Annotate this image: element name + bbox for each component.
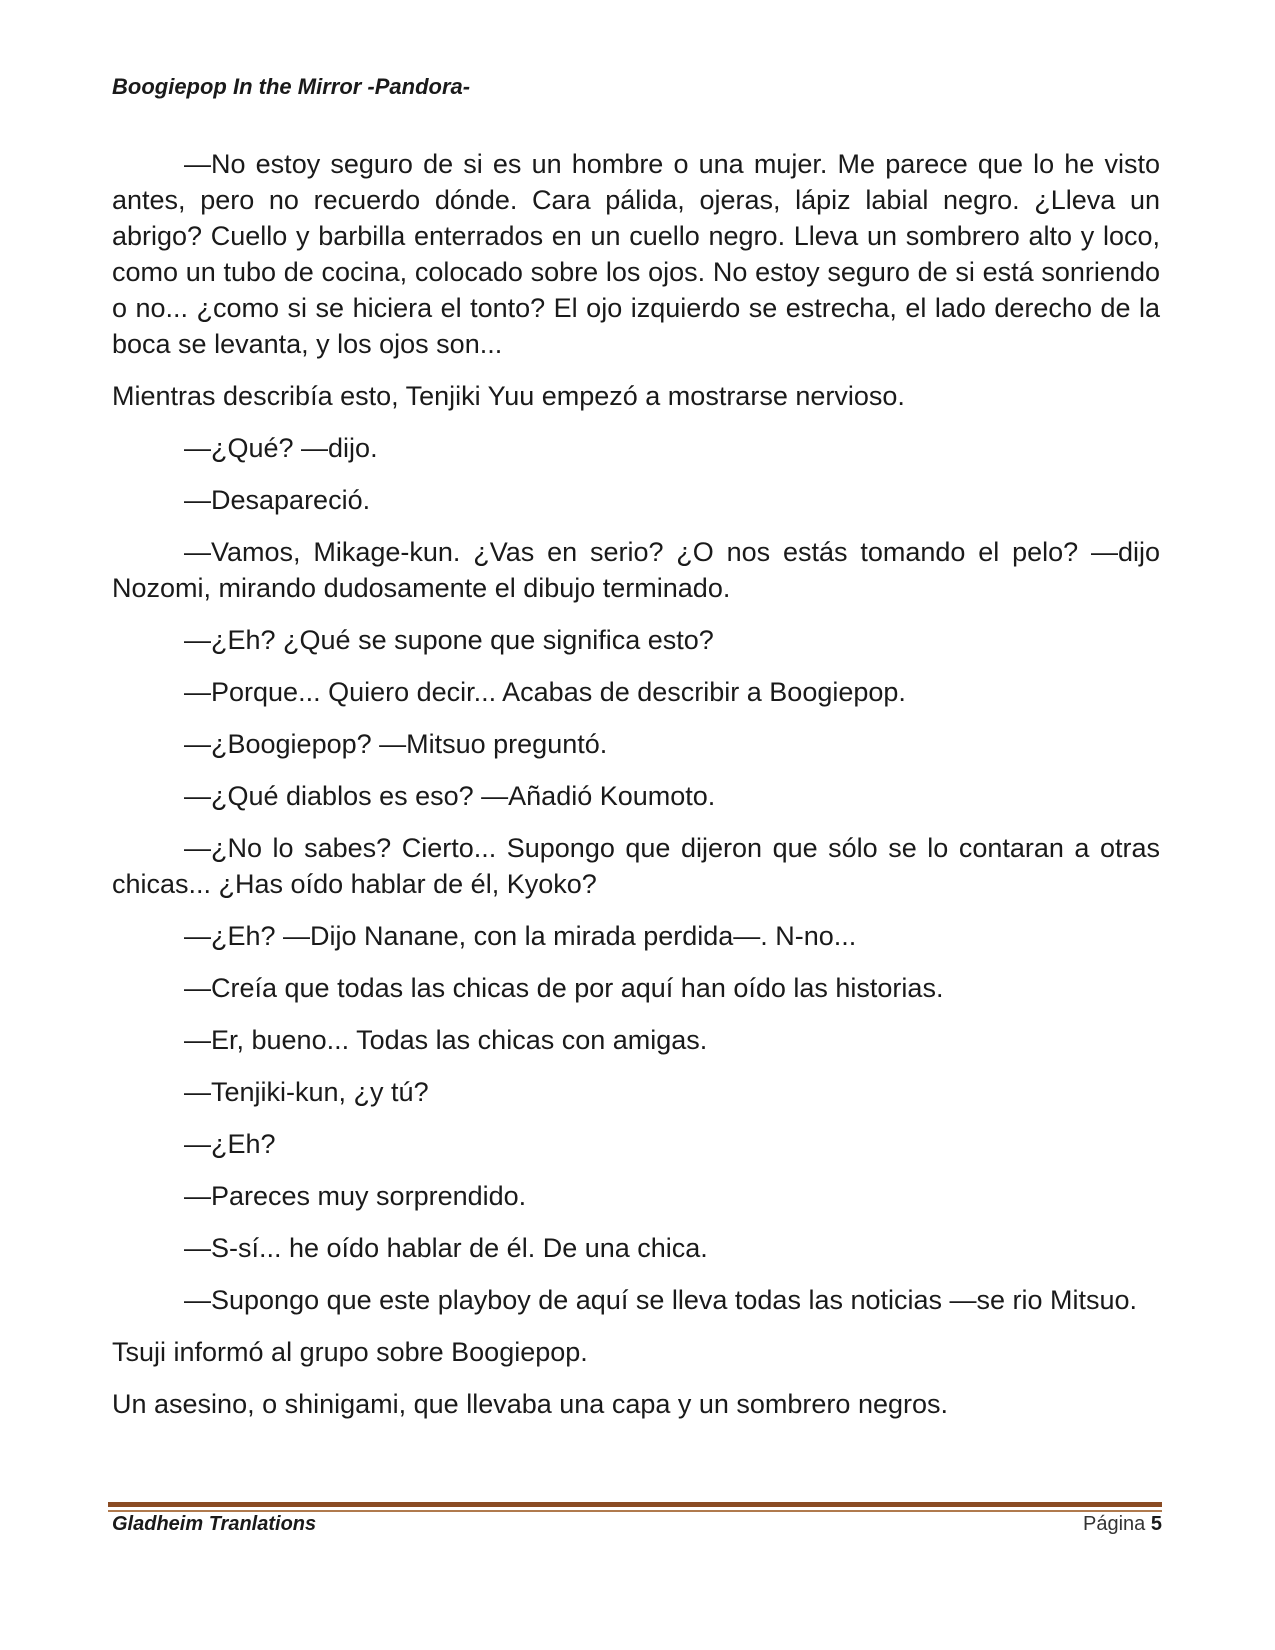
paragraph: —¿Eh? —Dijo Nanane, con la mirada perdida—. N-no... [184, 921, 857, 951]
paragraph: —¿Eh? [184, 1129, 276, 1159]
page-label: Página [1083, 1513, 1146, 1535]
paragraph: —S-sí... he oído hablar de él. De una chica. [184, 1233, 708, 1263]
paragraph: Un asesino, o shinigami, que llevaba una capa y un sombrero negros. [112, 1389, 948, 1419]
paragraph: —No estoy seguro de si es un hombre o una mujer. Me parece que lo he visto antes, pero no recuerdo dónde. Cara pálida, ojeras, lápiz labial negro. ¿Lleva un abrigo? Cuello y barbilla enterrados en un cuello negro. Lleva un sombrero alto y loco, como un tubo de cocina, colocado sobre los ojos. No estoy seguro de si está sonriendo o no... ¿como si se hiciera el tonto? El ojo izquierdo se estrecha, el lado derecho de la boca se levanta, y los ojos son... [112, 149, 1160, 359]
paragraph: —Desapareció. [184, 485, 371, 515]
paragraph: Mientras describía esto, Tenjiki Yuu empezó a mostrarse nervioso. [112, 381, 905, 411]
footer-publisher: Gladheim Tranlations [112, 1513, 317, 1535]
paragraph: —Tenjiki-kun, ¿y tú? [184, 1077, 429, 1107]
paragraph: —¿No lo sabes? Cierto... Supongo que dijeron que sólo se lo contaran a otras chicas... ¿Has oído hablar de él, Kyoko? [112, 833, 1160, 899]
footer-divider-thin [108, 1510, 1162, 1512]
footer-page-info [1083, 1513, 1162, 1536]
paragraph: —¿Boogiepop? —Mitsuo preguntó. [184, 729, 608, 759]
paragraph: —¿Qué? —dijo. [184, 433, 378, 463]
paragraph: —Creía que todas las chicas de por aquí han oído las historias. [184, 973, 944, 1003]
paragraph: —Er, bueno... Todas las chicas con amigas. [184, 1025, 708, 1055]
paragraph: Tsuji informó al grupo sobre Boogiepop. [112, 1337, 588, 1367]
page-header-title: Boogiepop In the Mirror -Pandora- [112, 74, 471, 99]
paragraph: —Supongo que este playboy de aquí se lleva todas las noticias —se rio Mitsuo. [184, 1285, 1138, 1315]
paragraph: —¿Eh? ¿Qué se supone que significa esto? [184, 625, 714, 655]
paragraph: —Pareces muy sorprendido. [184, 1181, 527, 1211]
paragraph: —Vamos, Mikage-kun. ¿Vas en serio? ¿O nos estás tomando el pelo? —dijo Nozomi, mirando dudosamente el dibujo terminado. [112, 537, 1160, 603]
document-body [112, 146, 1160, 1438]
paragraph: —¿Qué diablos es eso? —Añadió Koumoto. [184, 781, 716, 811]
page-number: 5 [1150, 1513, 1162, 1535]
footer-divider [108, 1502, 1162, 1512]
footer-divider-thick [108, 1502, 1162, 1507]
paragraph: —Porque... Quiero decir... Acabas de describir a Boogiepop. [184, 677, 906, 707]
